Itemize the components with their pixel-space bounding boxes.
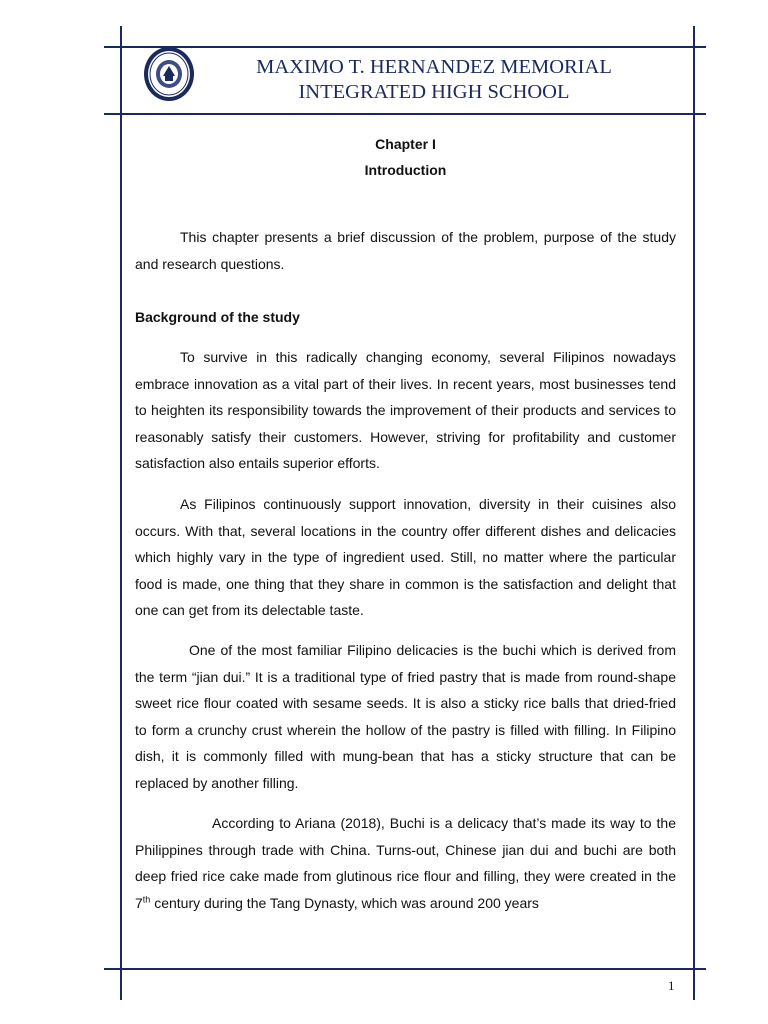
paragraph-3-text: One of the most familiar Filipino delicacies is the buchi which is derived from the term “jian dui.” It is a traditional type of fried pastry that is made from round-shape sweet rice flour coated with sesame seeds. It is also a sticky rice balls that dried-fried to form a crunchy crust wherein the hollow of the pastry is filled with filling. In Filipino dish, it is commonly filled with mung-bean that has a sticky structure that can be replaced by another filling. (135, 642, 676, 791)
paragraph-1 (135, 344, 676, 477)
paragraph-4-part1: According to Ariana (2018), Buchi is a delicacy that’s made its way to the Philippines through trade with China. Turns-out, Chinese jian dui and buchi are both deep fried rice cake made from glutinous rice flour and filling, they were created in the 7 (135, 815, 676, 911)
frame-left-rule (120, 26, 122, 1000)
intro-paragraph (135, 224, 676, 277)
school-name-line1: MAXIMO T. HERNANDEZ MEMORIAL (256, 56, 612, 78)
paragraph-4-part2: century during the Tang Dynasty, which was around 200 years (150, 894, 539, 911)
paragraph-1-text: To survive in this radically changing economy, several Filipinos nowadays embrace innovation as a vital part of their lives. In recent years, most businesses tend to heighten its responsibility towards the improvement of their products and services to reasonably satisfy their customers. However, striving for profitability and customer satisfaction also entails superior efforts. (135, 349, 676, 471)
school-seal-icon (143, 46, 195, 102)
chapter-number: Chapter I (375, 136, 436, 152)
paragraph-2-text: As Filipinos continuously support innovation, diversity in their cuisines also occurs. With that, several locations in the country offer different dishes and delicacies which highly vary in the type of ingredient used. Still, no matter where the particular food is made, one thing that they share in common is the satisfaction and delight that one can get from its delectable taste. (135, 496, 676, 618)
page-number: 1 (668, 978, 675, 993)
paragraph-4-text (135, 810, 676, 916)
school-name-line2: INTEGRATED HIGH SCHOOL (298, 81, 570, 103)
paragraph-4 (135, 810, 676, 916)
paragraph-2 (135, 491, 676, 624)
frame-right-rule (693, 26, 695, 1000)
paragraph-3 (135, 637, 676, 796)
school-name (200, 55, 668, 105)
superscript-th: th (142, 893, 151, 904)
intro-paragraph-text: This chapter presents a brief discussion of the problem, purpose of the study and research questions. (135, 229, 676, 272)
footer-rule (104, 968, 706, 970)
chapter-title: Introduction (364, 162, 447, 178)
header-bottom-rule (104, 113, 706, 115)
section-heading: Background of the study (135, 309, 300, 325)
